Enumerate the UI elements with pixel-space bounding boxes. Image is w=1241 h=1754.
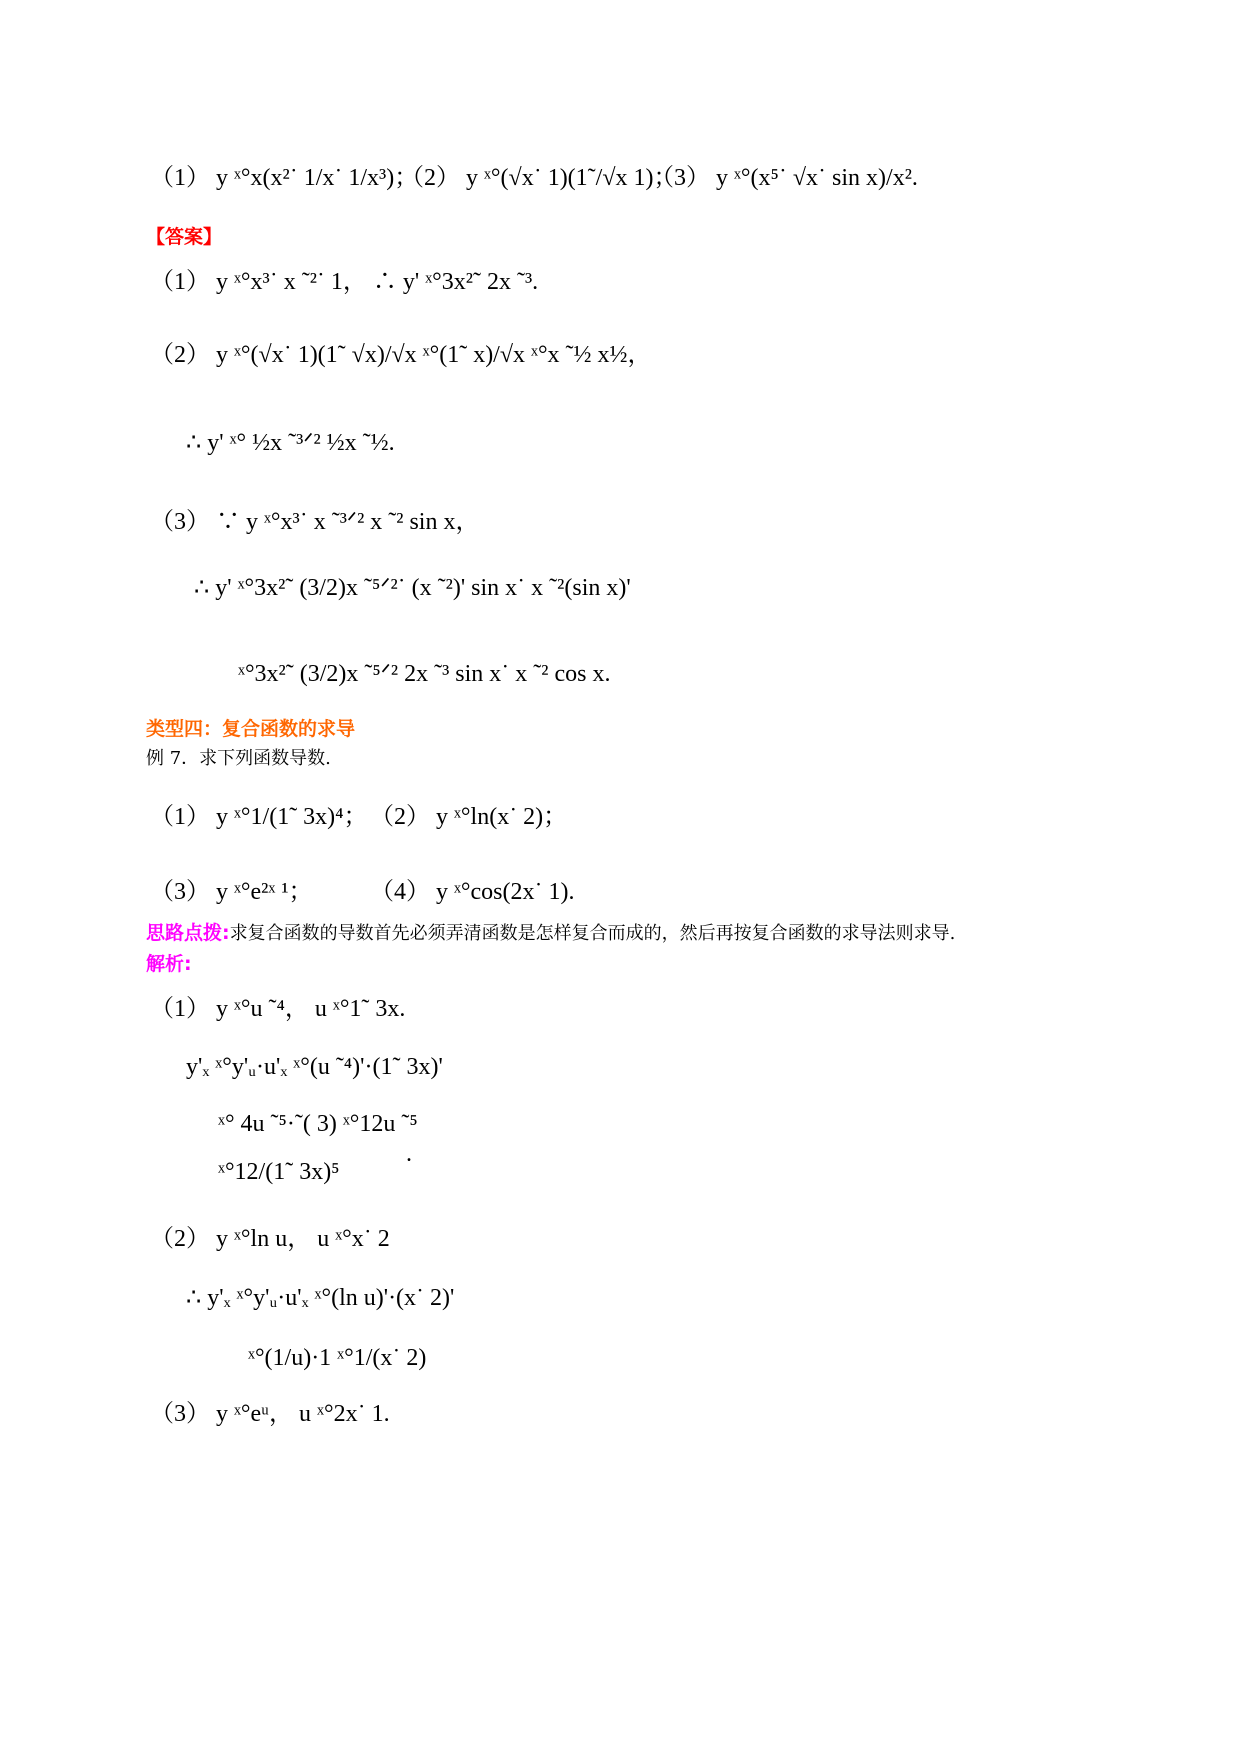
- analysis-2-chain-rule: ∴ y'ₓ ˣ°y'ᵤ·u'ₓ ˣ°(ln u)'·(x˙ 2)': [186, 1285, 455, 1311]
- question-1: （1） y ˣ°1/(1˜ 3x)⁴；: [150, 804, 368, 830]
- type-four-heading: 类型四：复合函数的求导: [146, 718, 356, 740]
- question-4: （4） y ˣ°cos(2x˙ 1).: [370, 879, 575, 905]
- analysis-2: （2） y ˣ°ln u， u ˣ°x˙ 2: [150, 1226, 390, 1252]
- analysis-1: （1） y ˣ°u ˜⁴， u ˣ°1˜ 3x.: [150, 996, 406, 1022]
- hint-text: 求复合函数的导数首先必须弄清函数是怎样复合而成的，然后再按复合函数的求导法则求导.: [229, 923, 956, 944]
- analysis-1-result-period: .: [406, 1141, 412, 1167]
- answer-2-derivative: ∴ y' ˣ° ½x ˜³ᐟ² ½x ˜½.: [186, 430, 395, 456]
- answer-3: （3） ∵ y ˣ°x³˙ x ˜³ᐟ² x ˜² sin x，: [150, 509, 480, 535]
- analysis-1-step: ˣ° 4u ˜⁵·˜( 3) ˣ°12u ˜⁵: [218, 1111, 418, 1137]
- answer-3-result: ˣ°3x²˜ (3/2)x ˜⁵ᐟ² 2x ˜³ sin x˙ x ˜² cos x.: [238, 661, 611, 687]
- analysis-2-result: ˣ°(1/u)·1 ˣ°1/(x˙ 2): [248, 1345, 427, 1371]
- answer-1: （1） y ˣ°x³˙ x ˜²˙ 1， ∴ y' ˣ°3x²˜ 2x ˜³.: [150, 269, 539, 295]
- analysis-3: （3） y ˣ°eᵘ， u ˣ°2x˙ 1.: [150, 1401, 390, 1427]
- answer-2: （2） y ˣ°(√x˙ 1)(1˜ √x)/√x ˣ°(1˜ x)/√x ˣ°x ˜½ x½，: [150, 342, 652, 368]
- example-7-title: 例 7．求下列函数导数.: [146, 748, 331, 769]
- hint-line: [146, 924, 955, 943]
- exercise-part-1: （1） y ˣ°x(x²˙ 1/x˙ 1/x³)；: [150, 165, 419, 191]
- question-3: （3） y ˣ°e²ˣ ¹；: [150, 879, 313, 905]
- question-2: （2） y ˣ°ln(x˙ 2)；: [370, 804, 568, 830]
- answer-3-derivative: ∴ y' ˣ°3x²˜ (3/2)x ˜⁵ᐟ²˙ (x ˜²)' sin x˙ x ˜²(sin x)': [194, 575, 631, 601]
- analysis-1-result: ˣ°12/(1˜ 3x)⁵: [218, 1159, 340, 1185]
- hint-label: 思路点拨:: [146, 922, 230, 944]
- exercise-part-3: （3） y ˣ°(x⁵˙ √x˙ sin x)/x².: [650, 165, 918, 191]
- analysis-label: 解析:: [146, 953, 192, 975]
- analysis-1-chain-rule: y'ₓ ˣ°y'ᵤ·u'ₓ ˣ°(u ˜⁴)'·(1˜ 3x)': [186, 1054, 443, 1080]
- answer-header: 【答案】: [146, 226, 223, 248]
- exercise-part-2: （2） y ˣ°(√x˙ 1)(1˜/√x 1)；: [400, 165, 678, 191]
